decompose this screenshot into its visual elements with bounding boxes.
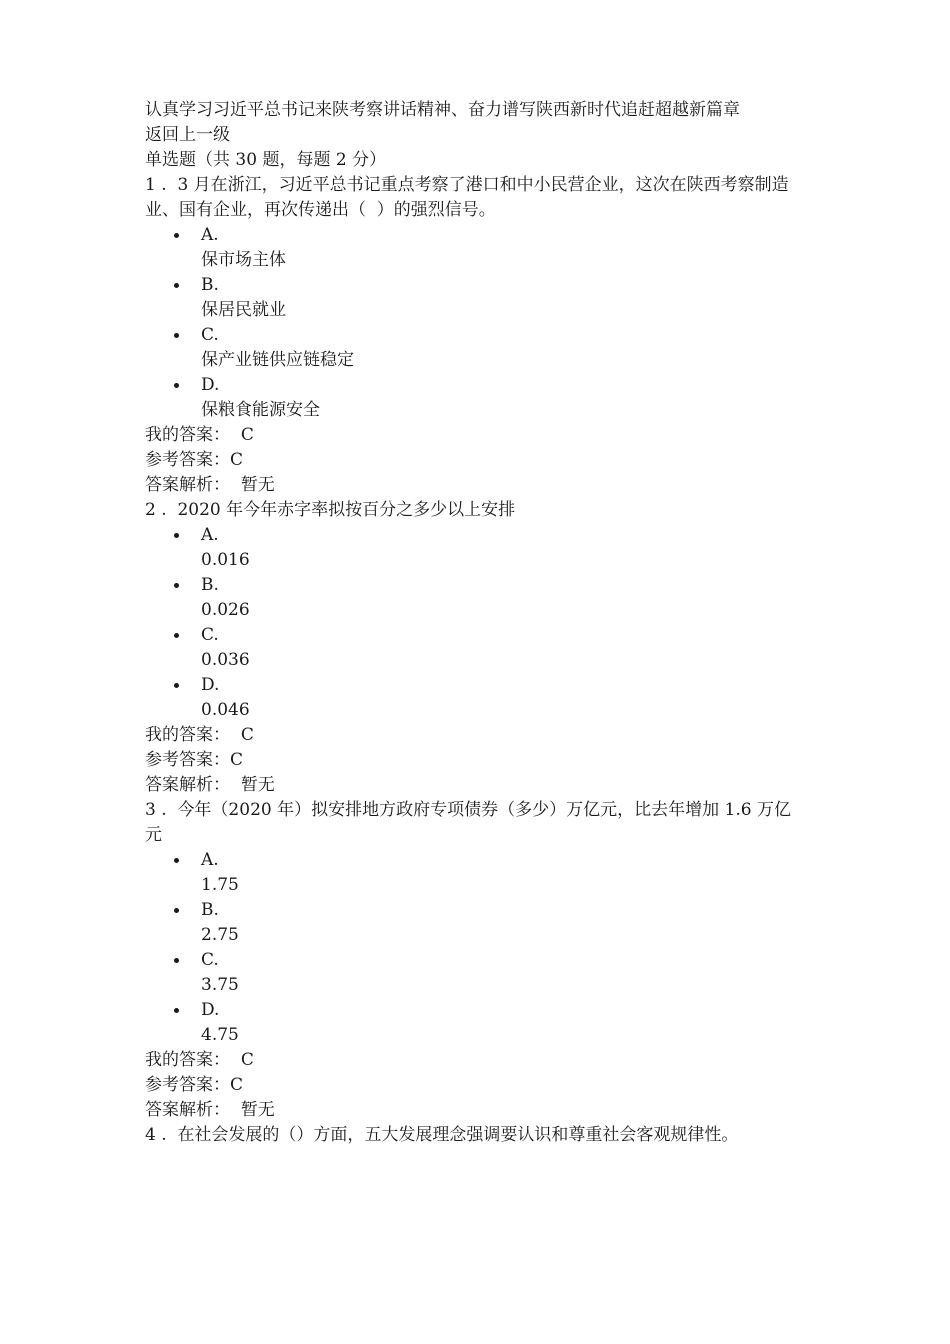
ref-answer-label: 参考答案： [145, 450, 230, 470]
my-answer-label: 我的答案： [145, 725, 230, 745]
option-letter: D. [201, 375, 220, 395]
option-text: 保产业链供应链稳定 [201, 350, 354, 370]
option-letter: C. [201, 950, 219, 970]
option-list [145, 848, 805, 1048]
option-d[interactable] [145, 373, 805, 423]
option-c[interactable] [145, 623, 805, 673]
document-page [145, 98, 805, 1148]
explanation [145, 1098, 805, 1123]
question-number: 1 . [145, 175, 167, 195]
option-letter: B. [201, 900, 219, 920]
option-text: 0.046 [201, 700, 250, 720]
question-stem [145, 498, 805, 523]
option-d[interactable] [145, 673, 805, 723]
bullet-icon [174, 633, 179, 638]
question-stem [145, 173, 805, 223]
ref-answer [145, 1073, 805, 1098]
bullet-icon [174, 583, 179, 588]
ref-answer [145, 448, 805, 473]
option-letter: D. [201, 675, 220, 695]
my-answer [145, 423, 805, 448]
question-text: 3 月在浙江，习近平总书记重点考察了港口和中小民营企业，这次在陕西考察制造业、国有企业，再次传递出（ ）的强烈信号。 [145, 175, 789, 220]
option-b[interactable] [145, 898, 805, 948]
explanation-label: 答案解析： [145, 1100, 230, 1120]
question-text: 今年（2020 年）拟安排地方政府专项债券（多少）万亿元，比去年增加 1.6 万亿元 [145, 800, 791, 845]
bullet-icon [174, 383, 179, 388]
option-c[interactable] [145, 948, 805, 998]
bullet-icon [174, 858, 179, 863]
explanation-value: 暂无 [240, 775, 275, 795]
option-a[interactable] [145, 848, 805, 898]
ref-answer-label: 参考答案： [145, 1075, 230, 1095]
question-stem [145, 798, 805, 848]
ref-answer-value: C [230, 450, 244, 470]
option-letter: C. [201, 325, 219, 345]
option-a[interactable] [145, 523, 805, 573]
my-answer [145, 1048, 805, 1073]
option-text: 保粮食能源安全 [201, 400, 320, 420]
option-text: 2.75 [201, 925, 239, 945]
back-link[interactable]: 返回上一级 [145, 125, 230, 145]
ref-answer-value: C [230, 750, 244, 770]
option-letter: A. [201, 525, 219, 545]
ref-answer [145, 748, 805, 773]
option-letter: A. [201, 225, 219, 245]
option-list [145, 523, 805, 723]
bullet-icon [174, 283, 179, 288]
my-answer-value: C [240, 725, 254, 745]
option-d[interactable] [145, 998, 805, 1048]
option-list [145, 223, 805, 423]
option-text: 0.036 [201, 650, 250, 670]
bullet-icon [174, 908, 179, 913]
explanation-value: 暂无 [240, 1100, 275, 1120]
bullet-icon [174, 333, 179, 338]
explanation [145, 473, 805, 498]
bullet-icon [174, 233, 179, 238]
my-answer-label: 我的答案： [145, 1050, 230, 1070]
option-text: 0.016 [201, 550, 250, 570]
question-2 [145, 498, 805, 798]
question-1 [145, 173, 805, 498]
option-text: 3.75 [201, 975, 239, 995]
option-letter: B. [201, 575, 219, 595]
question-number: 2 . [145, 500, 167, 520]
option-letter: B. [201, 275, 219, 295]
question-text: 在社会发展的（）方面，五大发展理念强调要认识和尊重社会客观规律性。 [177, 1125, 739, 1145]
explanation-label: 答案解析： [145, 775, 230, 795]
my-answer-value: C [240, 425, 254, 445]
option-text: 1.75 [201, 875, 239, 895]
page-title: 认真学习习近平总书记来陕考察讲话精神、奋力谱写陕西新时代追赶超越新篇章 [145, 100, 740, 120]
my-answer-value: C [240, 1050, 254, 1070]
option-a[interactable] [145, 223, 805, 273]
bullet-icon [174, 1008, 179, 1013]
bullet-icon [174, 958, 179, 963]
my-answer-label: 我的答案： [145, 425, 230, 445]
option-text: 0.026 [201, 600, 250, 620]
option-text: 4.75 [201, 1025, 239, 1045]
option-letter: A. [201, 850, 219, 870]
option-b[interactable] [145, 573, 805, 623]
ref-answer-value: C [230, 1075, 244, 1095]
my-answer [145, 723, 805, 748]
bullet-icon [174, 683, 179, 688]
option-b[interactable] [145, 273, 805, 323]
bullet-icon [174, 533, 179, 538]
question-number: 3 . [145, 800, 167, 820]
option-letter: D. [201, 1000, 220, 1020]
explanation-value: 暂无 [240, 475, 275, 495]
section-header: 单选题（共 30 题，每题 2 分） [145, 150, 387, 170]
explanation [145, 773, 805, 798]
question-number: 4 . [145, 1125, 167, 1145]
explanation-label: 答案解析： [145, 475, 230, 495]
option-letter: C. [201, 625, 219, 645]
option-text: 保居民就业 [201, 300, 286, 320]
question-3 [145, 798, 805, 1123]
question-stem [145, 1123, 805, 1148]
ref-answer-label: 参考答案： [145, 750, 230, 770]
question-text: 2020 年今年赤字率拟按百分之多少以上安排 [177, 500, 516, 520]
option-c[interactable] [145, 323, 805, 373]
question-4 [145, 1123, 805, 1148]
option-text: 保市场主体 [201, 250, 286, 270]
